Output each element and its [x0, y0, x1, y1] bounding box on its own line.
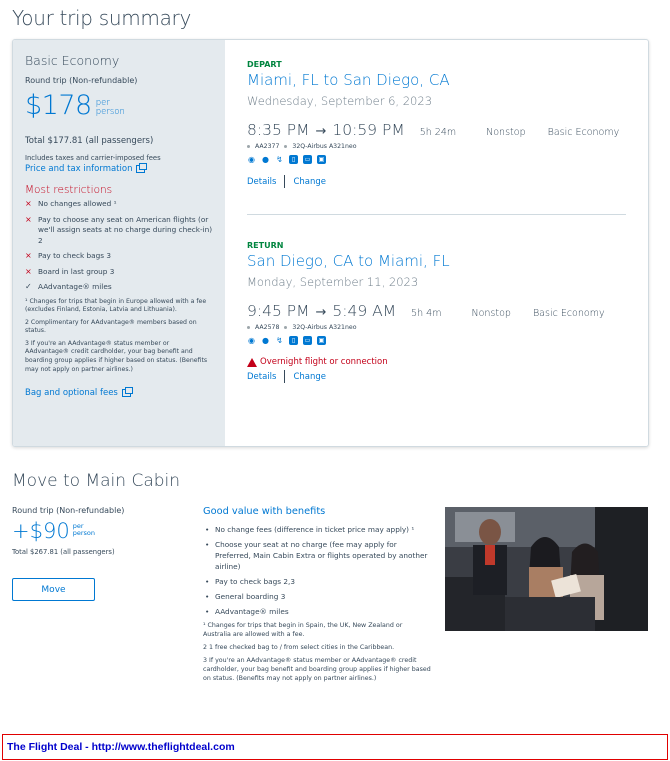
- benefits-title: Good value with benefits: [203, 506, 326, 517]
- x-icon: ×: [25, 214, 32, 224]
- x-icon: ×: [25, 266, 32, 276]
- trip-summary-card: [12, 39, 649, 447]
- list-item: • AAdvantage® miles: [203, 606, 431, 617]
- cabin: Basic Economy: [532, 308, 605, 319]
- list-item: × Board in last group 3: [25, 266, 115, 276]
- divider: [247, 214, 626, 215]
- duration: 5h 24m: [419, 127, 457, 138]
- list-item: × No changes allowed ¹: [25, 199, 117, 208]
- x-icon: ×: [25, 251, 32, 260]
- amenities: [247, 336, 626, 345]
- power-icon: ●: [262, 336, 269, 345]
- x-icon: ×: [25, 199, 32, 208]
- segment-label: DEPART: [247, 60, 282, 69]
- segment-times: [247, 121, 626, 139]
- restrictions-title: Most restrictions: [25, 184, 113, 196]
- fare-total: Total $177.81 (all passengers): [25, 136, 154, 146]
- price-amount: $178: [25, 90, 92, 121]
- fare-panel: [13, 40, 225, 446]
- segment-links: [247, 370, 626, 383]
- price-per-person: per person: [72, 522, 95, 537]
- fare-includes: Includes taxes and carrier-imposed fees: [25, 154, 161, 162]
- trip-type: Round trip (Non-refundable): [25, 76, 138, 85]
- warning-icon: [247, 358, 257, 367]
- details-link[interactable]: Details: [247, 371, 277, 382]
- divider: [284, 370, 285, 383]
- phone-icon: ▯: [289, 336, 298, 345]
- stops: Nonstop: [486, 127, 526, 138]
- usb-icon: ↯: [276, 336, 283, 345]
- aircraft: 32Q-Airbus A321neo: [292, 143, 357, 150]
- check-icon: ✓: [25, 282, 32, 291]
- segment-route: Miami, FL to San Diego, CA: [247, 71, 450, 89]
- benefits-block: [203, 506, 431, 687]
- dot-icon: [247, 326, 250, 329]
- move-button[interactable]: Move: [12, 578, 95, 601]
- footnote: 2 1 free checked bag to / from select cities in the Caribbean.: [203, 644, 395, 651]
- arrival-time: 10:59 PM: [332, 121, 405, 139]
- main-cabin-title: Move to Main Cabin: [12, 471, 181, 491]
- dot-icon: [284, 145, 287, 148]
- external-link-icon: [136, 165, 145, 173]
- cabin-photo-illustration: [445, 507, 648, 631]
- phone-icon: ▯: [289, 155, 298, 164]
- cabin: Basic Economy: [547, 127, 620, 138]
- arrow-right-icon: →: [315, 124, 327, 139]
- segment-label: RETURN: [247, 241, 284, 250]
- departure-time: 9:45 PM: [247, 302, 310, 320]
- segment-links: [247, 175, 626, 188]
- segment-date: Wednesday, September 6, 2023: [247, 94, 433, 108]
- app-icon: ▣: [318, 156, 325, 163]
- duration: 5h 4m: [411, 308, 442, 319]
- segment-times: [247, 302, 626, 320]
- list-item: • Choose your seat at no charge (fee may apply for Preferred, Main Cabin Extra or flights operated by another airline): [203, 539, 431, 572]
- itinerary-panel: [225, 40, 648, 446]
- price-amount: +$90: [12, 519, 70, 543]
- app-icon: ▣: [318, 337, 325, 344]
- footnote: 3 If you're an AAdvantage® status member or AAdvantage® credit cardholder, your bag benefit and boarding group applies if higher based on status. (Benefits may not apply on partner airlines.): [25, 339, 208, 373]
- external-link-icon: [122, 389, 131, 397]
- depart-segment: [247, 60, 626, 188]
- main-cabin-price-block: [12, 506, 192, 556]
- cabin-photo: [445, 507, 648, 631]
- list-item: ✓ AAdvantage® miles: [25, 282, 112, 291]
- fare-name: Basic Economy: [25, 53, 120, 68]
- flight-info: [247, 143, 626, 150]
- tv-icon: ▭: [304, 337, 311, 344]
- segment-route: San Diego, CA to Miami, FL: [247, 252, 450, 270]
- divider: [284, 175, 285, 188]
- details-link[interactable]: Details: [247, 176, 277, 187]
- aircraft: 32Q-Airbus A321neo: [292, 324, 357, 331]
- fare-price: [25, 91, 213, 121]
- trip-type: Round trip (Non-refundable): [12, 506, 125, 515]
- price-per-person: per person: [95, 98, 125, 117]
- price-tax-link[interactable]: Price and tax information: [25, 164, 213, 174]
- wifi-icon: ◉: [248, 155, 255, 164]
- stops: Nonstop: [471, 308, 511, 319]
- flight-info: [247, 324, 626, 331]
- upgrade-total: Total $267.81 (all passengers): [12, 548, 115, 556]
- list-item: × Pay to choose any seat on American flights (or we'll assign seats at no charge during check-in) 2: [25, 214, 213, 245]
- bag-fees-link[interactable]: Bag and optional fees: [25, 388, 213, 398]
- departure-time: 8:35 PM: [247, 121, 310, 139]
- power-icon: ●: [262, 155, 269, 164]
- dot-icon: [247, 145, 250, 148]
- list-item: • Pay to check bags 2,3: [203, 576, 431, 587]
- segment-date: Monday, September 11, 2023: [247, 275, 419, 289]
- restrictions-list: [25, 199, 213, 293]
- flight-number: AA2377: [255, 143, 280, 150]
- banner-text[interactable]: The Flight Deal - http://www.theflightdeal.com: [7, 741, 235, 753]
- footnote: 3 If you're an AAdvantage® status member or AAdvantage® credit cardholder, your bag benefit and boarding group applies if higher based on status. (Benefits may not apply on partner airlines.): [203, 657, 431, 682]
- benefits-list: [203, 524, 431, 617]
- footnote: ¹ Changes for trips that begin in Europe allowed with a fee (excludes Finland, Estonia, Latvia and Lithuania).: [25, 297, 207, 314]
- return-segment: [247, 241, 626, 383]
- arrival-time: 5:49 AM: [332, 302, 397, 320]
- footnote: ¹ Changes for trips that begin in Spain, the UK, New Zealand or Australia are allowed with a fee.: [203, 622, 403, 638]
- flight-number: AA2578: [255, 324, 280, 331]
- change-link[interactable]: Change: [293, 176, 327, 187]
- footnote: 2 Complimentary for AAdvantage® members based on status.: [25, 318, 197, 335]
- page-title: Your trip summary: [12, 6, 192, 30]
- overnight-warning: Overnight flight or connection: [247, 357, 626, 367]
- amenities: [247, 155, 626, 164]
- wifi-icon: ◉: [248, 336, 255, 345]
- usb-icon: ↯: [276, 155, 283, 164]
- dot-icon: [284, 326, 287, 329]
- upgrade-price: [12, 520, 192, 542]
- list-item: × Pay to check bags 3: [25, 251, 112, 260]
- list-item: • General boarding 3: [203, 591, 431, 602]
- list-item: • No change fees (difference in ticket price may apply) ¹: [203, 524, 431, 535]
- change-link[interactable]: Change: [293, 371, 327, 382]
- arrow-right-icon: →: [315, 305, 327, 320]
- tv-icon: ▭: [304, 156, 311, 163]
- flight-deal-banner: [2, 734, 668, 760]
